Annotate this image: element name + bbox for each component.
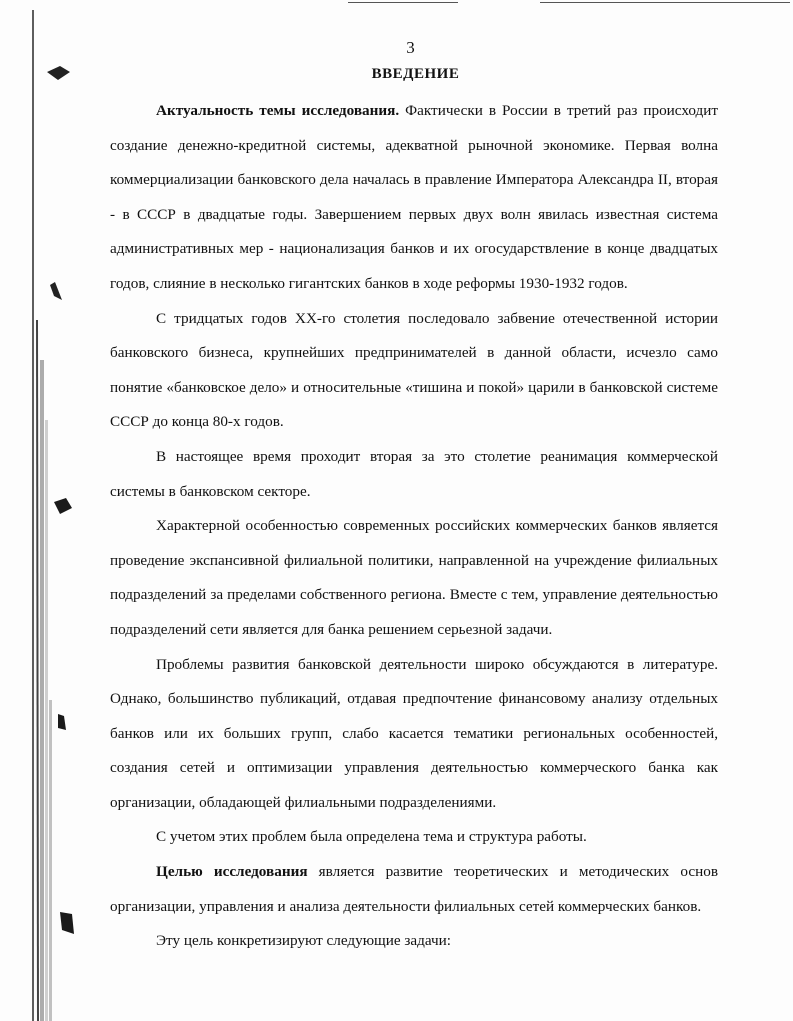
paragraph: [110, 302, 718, 440]
paragraph-bold-lead: Целью исследования: [156, 863, 308, 881]
paragraph: [110, 648, 718, 821]
paragraph-text: Характерной особенностью современных российских коммерческих банков является проведение экспансивной филиальной политики, направленной на учреждение филиальных подразделений за пределами собственного региона. Вместе с тем, управление деятельностью подразделений сети является для банка решением серьезной задачи.: [110, 517, 718, 638]
page-number: 3: [406, 38, 415, 57]
paragraph-text: Проблемы развития банковской деятельности широко обсуждаются в литературе. Однако, большинство публикаций, отдавая предпочтение финансовому анализу отдельных банков или их больших групп, слабо касается тематики региональных особенностей, создания сетей и оптимизации управления деятельностью коммерческого банка как организации, обладающей филиальными подразделениями.: [110, 655, 718, 811]
top-rule-left: [348, 2, 458, 3]
paragraph-text: С учетом этих проблем была определена тема и структура работы.: [156, 828, 587, 846]
paragraph-text: Фактически в России в третий раз происходит создание денежно-кредитной системы, адекватной рыночной экономике. Первая волна коммерциализации банковского дела началась в правление Императора Александра II, вторая - в СССР в двадцатые годы. Завершением первых двух волн явилась известная система административных мер - национализация банков и их огосударствление в конце двадцатых годов, слияние в несколько гигантских банков в ходе реформы 1930-1932 годов.: [110, 102, 718, 292]
paragraph: [110, 509, 718, 647]
paragraph-text: В настоящее время проходит вторая за это столетие реанимация коммерческой системы в банковском секторе.: [110, 447, 718, 500]
body-text: [110, 94, 718, 959]
paragraph-bold-lead: Актуальность темы исследования.: [156, 102, 400, 119]
paragraph: [110, 924, 718, 959]
paragraph: [110, 855, 718, 924]
paragraph-text: С тридцатых годов XX-го столетия последовало забвение отечественной истории банковского бизнеса, крупнейших предпринимателей в данной области, исчезло само понятие «банковское дело» и относительные «тишина и покой» царили в банковской системе СССР до конца 80-х годов.: [110, 309, 718, 431]
paragraph-text: Эту цель конкретизируют следующие задачи:: [156, 932, 451, 950]
paragraph: [110, 94, 718, 302]
scan-margin-artifacts: [0, 0, 90, 1021]
paragraph: [110, 440, 718, 509]
section-heading: ВВЕДЕНИЕ: [371, 66, 460, 82]
top-rule-right: [540, 2, 790, 3]
paragraph: [110, 820, 718, 855]
paragraph-text: является развитие теоретических и методических основ организации, управления и анализа деятельности филиальных сетей коммерческих банков.: [110, 863, 718, 915]
